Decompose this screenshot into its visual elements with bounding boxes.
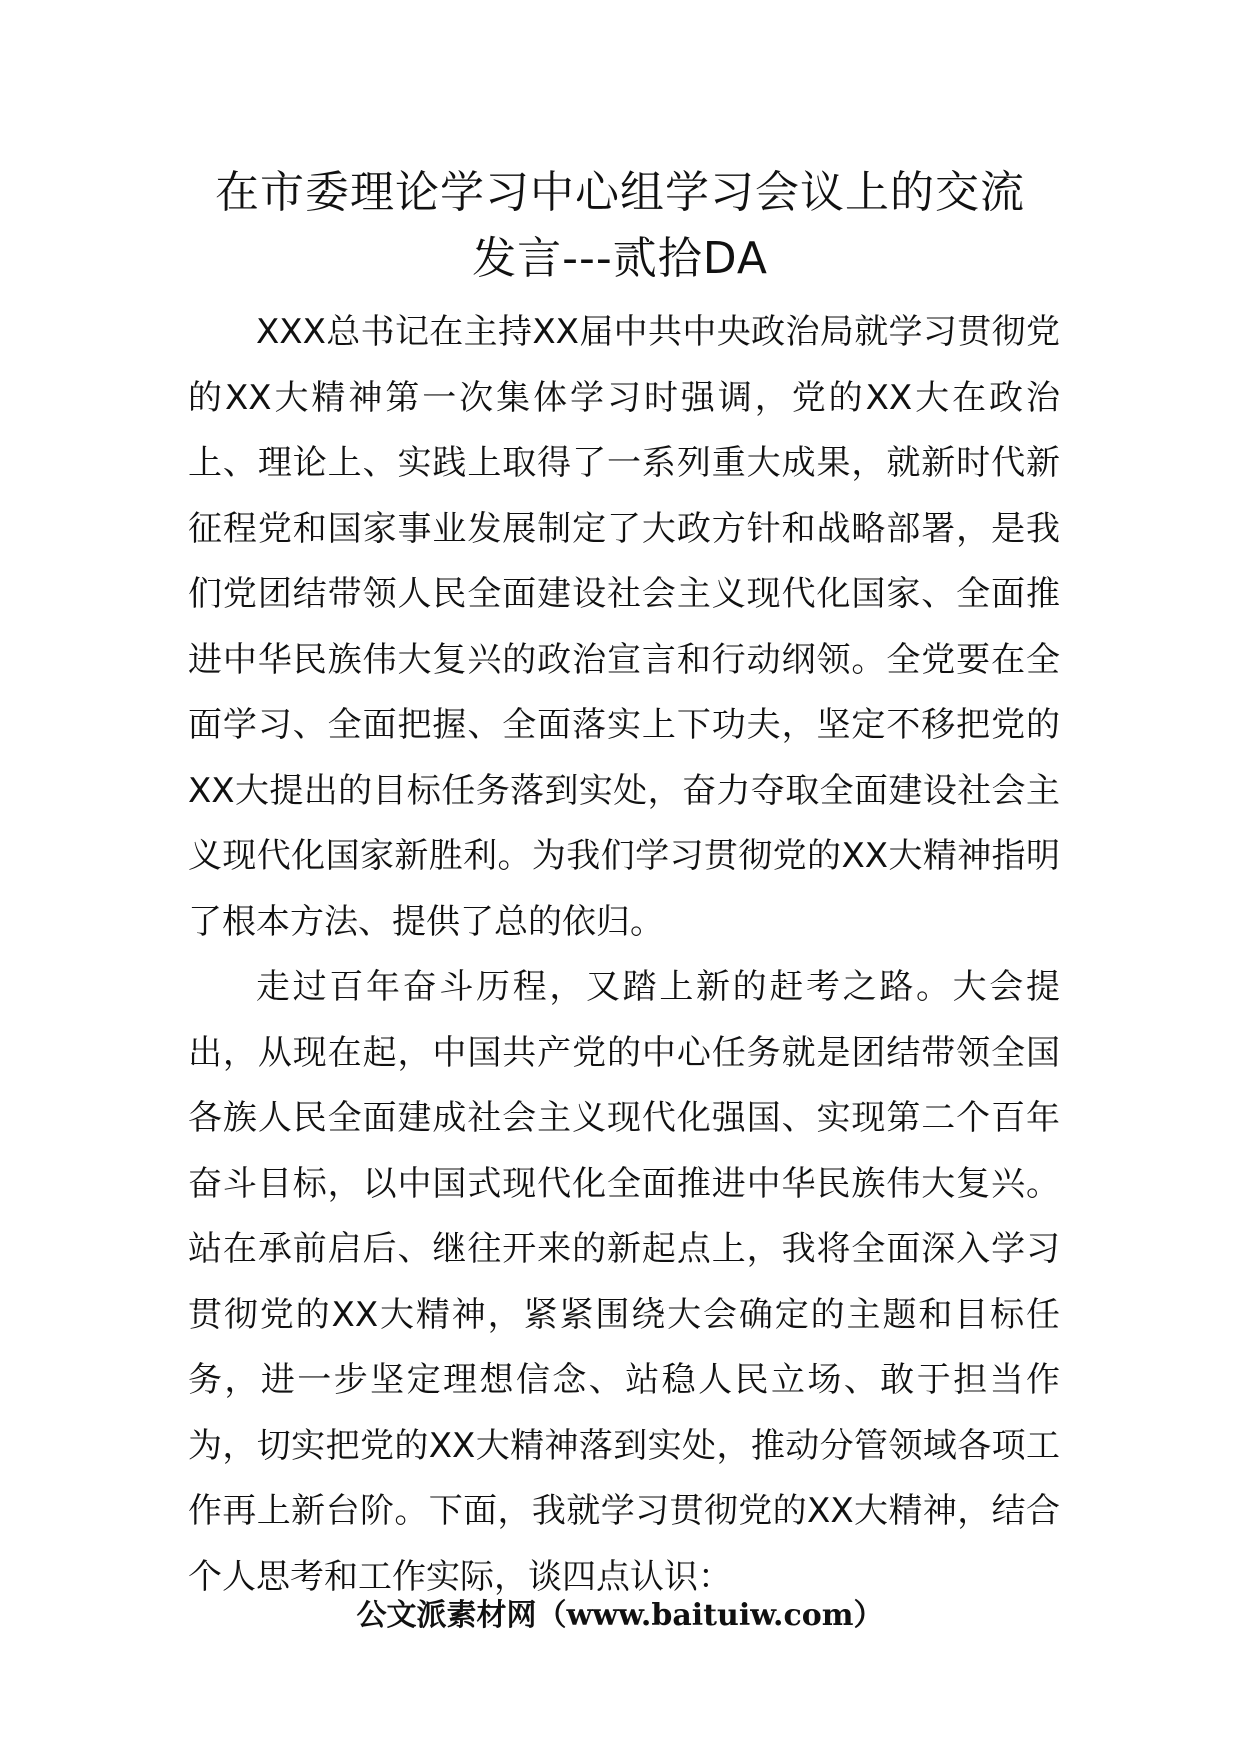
footer-watermark: 公文派素材网（www.baituiw.com） (356, 1598, 884, 1633)
title-line-2: 发言---贰拾DA (472, 233, 768, 284)
paragraph-2: 走过百年奋斗历程，又踏上新的赶考之路。大会提出，从现在起，中国共产党的中心任务就是团结带领全国各族人民全面建成社会主义现代化强国、实现第二个百年奋斗目标，以中国式现代化全面推进中华民族伟大复兴。站在承前启后、继往开来的新起点上，我将全面深入学习贯彻党的XX大精神，紧紧围绕大会确定的主题和目标任务，进一步坚定理想信念、站稳人民立场、敢于担当作为，切实把党的XX大精神落到实处，推动分管领域各项工作再上新台阶。下面，我就学习贯彻党的XX大精神，结合个人思考和工作实际，谈四点认识： (188, 967, 1060, 1597)
document-body (188, 300, 1060, 1610)
title-line-1: 在市委理论学习中心组学习会议上的交流 (215, 167, 1025, 218)
document-title (150, 160, 1090, 292)
paragraph-1: XXX总书记在主持XX届中共中央政治局就学习贯彻党的XX大精神第一次集体学习时强调，党的XX大在政治上、理论上、实践上取得了一系列重大成果，就新时代新征程党和国家事业发展制定了大政方针和战略部署，是我们党团结带领人民全面建设社会主义现代化国家、全面推进中华民族伟大复兴的政治宣言和行动纲领。全党要在全面学习、全面把握、全面落实上下功夫，坚定不移把党的XX大提出的目标任务落到实处，奋力夺取全面建设社会主义现代化国家新胜利。为我们学习贯彻党的XX大精神指明了根本方法、提供了总的依归。 (188, 312, 1060, 942)
